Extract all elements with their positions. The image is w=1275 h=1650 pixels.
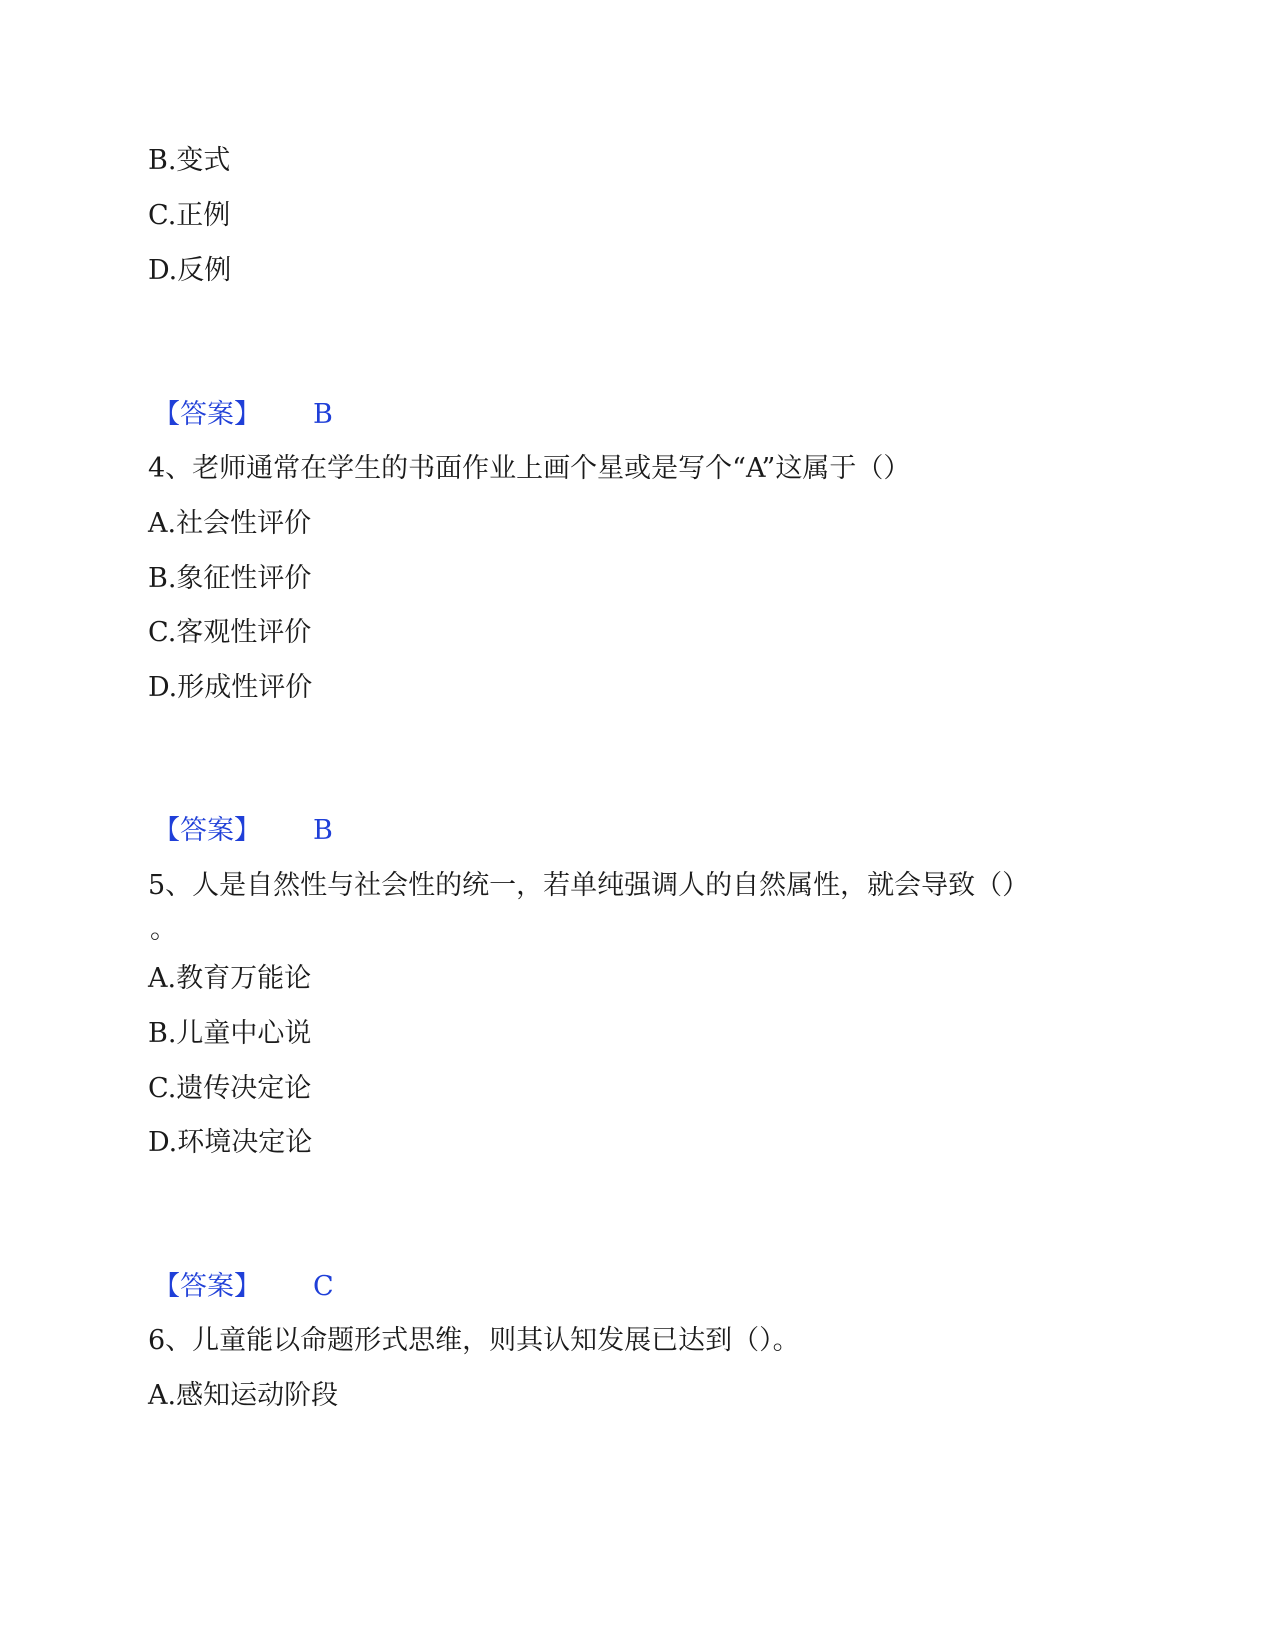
answer-value: C bbox=[313, 1271, 334, 1302]
q3-answer bbox=[153, 397, 333, 433]
q3-option-c: C.正例 bbox=[148, 200, 231, 231]
answer-label: 【答案】 bbox=[153, 1271, 261, 1302]
q4-option-d: D.形成性评价 bbox=[148, 672, 313, 703]
q5-option-a: A.教育万能论 bbox=[148, 963, 312, 994]
answer-label: 【答案】 bbox=[153, 815, 261, 846]
q5-stem-continuation: 。 bbox=[150, 914, 177, 945]
q5-answer bbox=[153, 1269, 334, 1305]
answer-label: 【答案】 bbox=[153, 399, 261, 430]
answer-value: B bbox=[313, 815, 333, 846]
q4-option-a: A.社会性评价 bbox=[148, 508, 312, 539]
q5-option-d: D.环境决定论 bbox=[148, 1127, 313, 1158]
q5-option-c: C.遗传决定论 bbox=[148, 1073, 312, 1104]
q3-option-b: B.变式 bbox=[148, 145, 231, 176]
q6-option-a: A.感知运动阶段 bbox=[148, 1380, 339, 1411]
q4-option-c: C.客观性评价 bbox=[148, 617, 312, 648]
q5-stem: 5、人是自然性与社会性的统一，若单纯强调人的自然属性，就会导致（） bbox=[148, 870, 1030, 901]
q6-stem: 6、儿童能以命题形式思维，则其认知发展已达到（）。 bbox=[148, 1325, 800, 1356]
answer-value: B bbox=[313, 399, 333, 430]
q5-option-b: B.儿童中心说 bbox=[148, 1018, 312, 1049]
q3-option-d: D.反例 bbox=[148, 255, 232, 286]
q4-stem: 4、老师通常在学生的书面作业上画个星或是写个“A”这属于（） bbox=[148, 453, 911, 484]
q4-option-b: B.象征性评价 bbox=[148, 563, 312, 594]
q4-answer bbox=[153, 813, 333, 849]
